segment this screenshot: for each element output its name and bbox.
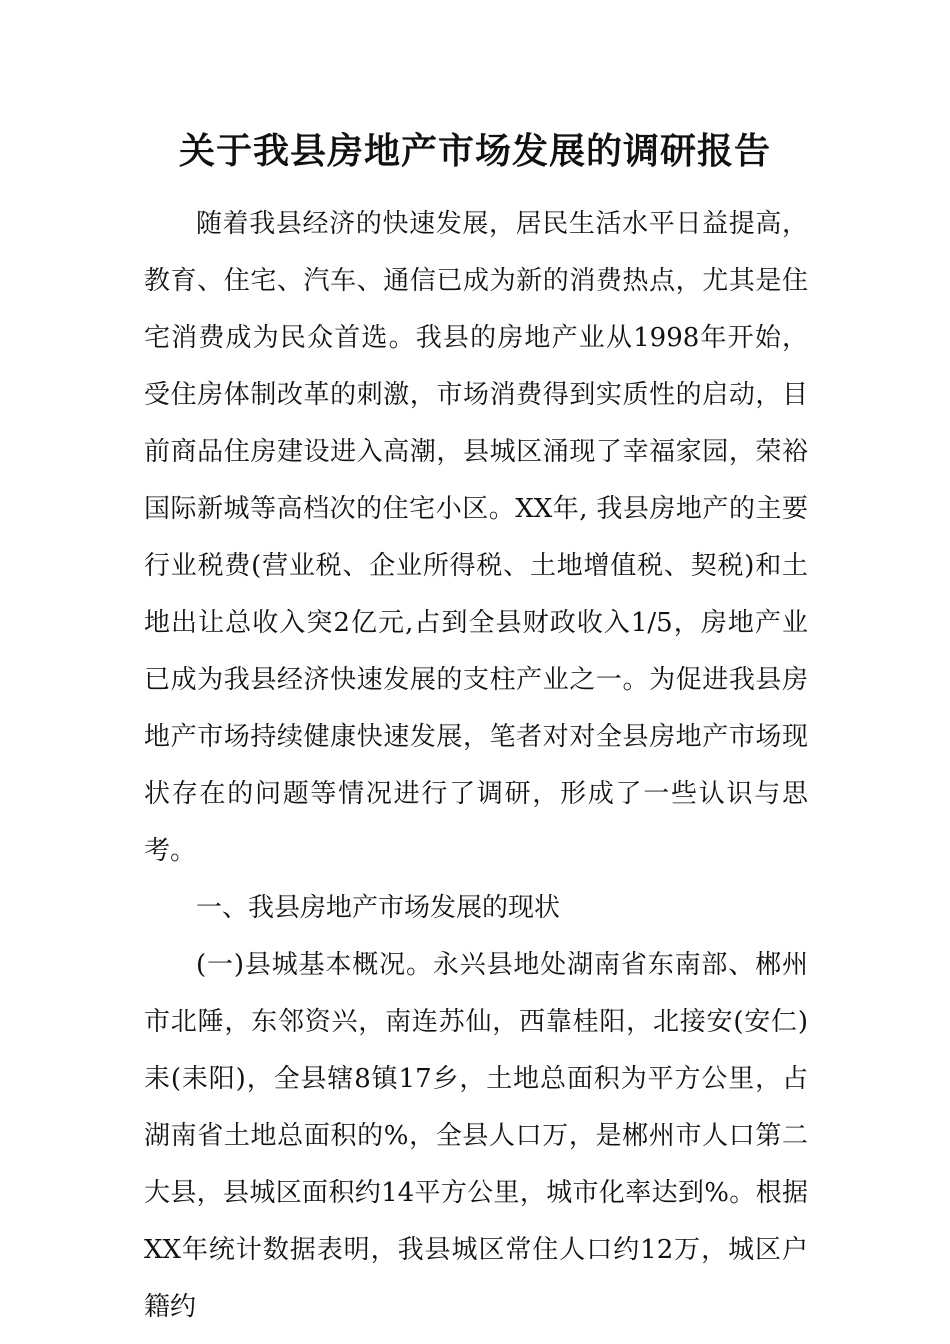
section-paragraph: (一)县城基本概况。永兴县地处湖南省东南部、郴州市北陲，东邻资兴，南连苏仙，西靠桂阳，北接安(安仁)耒(耒阳)，全县辖8镇17乡，土地总面积为平方公里，占湖南省土地总面积的%，全县人口万，是郴州市人口第二大县，县城区面积约14平方公里，城市化率达到%。根据XX年统计数据表明，我县城区常住人口约12万，城区户籍约 [144,950,808,1322]
document-title: 关于我县房地产市场发展的调研报告 [178,131,771,172]
section-heading: 一、我县房地产市场发展的现状 [196,893,561,923]
intro-paragraph: 随着我县经济的快速发展，居民生活水平日益提高，教育、住宅、汽车、通信已成为新的消费热点，尤其是住宅消费成为民众首选。我县的房地产业从1998年开始，受住房体制改革的刺激，市场消费得到实质性的启动，目前商品住房建设进入高潮，县城区涌现了幸福家园，荣裕国际新城等高档次的住宅小区。XX年, 我县房地产的主要行业税费(营业税、企业所得税、土地增值税、契税)和土地出让总收入突2亿元,占到全县财政收入1/5，房地产业已成为我县经济快速发展的支柱产业之一。为促进我县房地产市场持续健康快速发展，笔者对对全县房地产市场现状存在的问题等情况进行了调研，形成了一些认识与思考。 [144,209,808,866]
document-body [144,196,808,1336]
